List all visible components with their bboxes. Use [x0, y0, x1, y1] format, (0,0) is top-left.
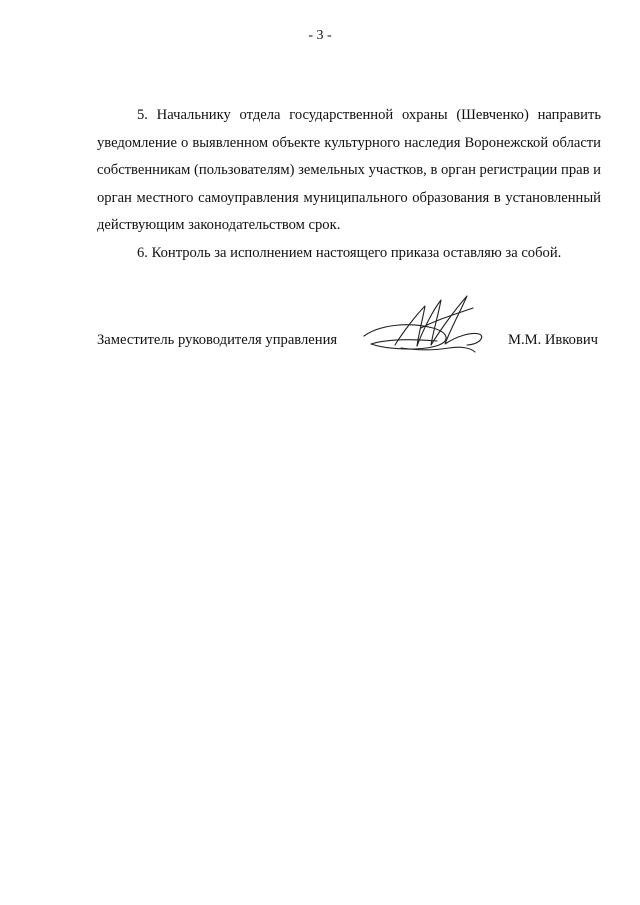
signer-position: Заместитель руководителя управления [97, 332, 338, 348]
paragraph-6: 6. Контроль за исполнением настоящего приказа оставляю за собой. [137, 244, 562, 261]
document-body [97, 102, 601, 267]
signature-block [97, 330, 601, 370]
signer-name: М.М. Ивкович [507, 332, 598, 348]
page-number: - 3 - [308, 28, 332, 43]
paragraph-5: 5. Начальнику отдела государственной охраны (Шевченко) направить уведомление о выявленном объекте культурного наследия Воронежской области собственникам (пользователям) земельных участков, в орган регистрации прав и орган местного самоуправления муниципального образования в установленный действующим законодательством срок. [97, 107, 601, 233]
handwritten-signature [361, 288, 491, 363]
